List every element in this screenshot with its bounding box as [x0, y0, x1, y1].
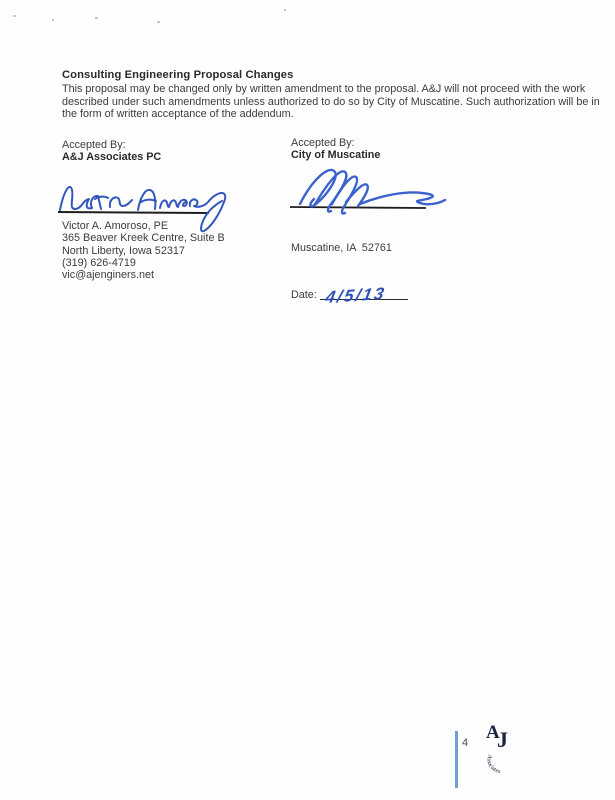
contact-block — [62, 220, 225, 281]
body-line: This proposal may be changed only by written amendment to the proposal. A&J will not proceed with the work — [62, 83, 586, 95]
logo-subtext: Associates — [485, 753, 501, 776]
contact-email: vic@ajenginers.net — [62, 269, 154, 282]
location-line: Muscatine, IA 52761 — [291, 242, 392, 254]
page-number: 4 — [462, 737, 469, 749]
scan-artifact — [284, 9, 286, 11]
contact-street: 365 Beaver Kreek Centre, Suite B — [62, 232, 225, 245]
party-name-city: City of Muscatine — [291, 149, 381, 162]
contact-phone: (319) 626-4719 — [62, 256, 136, 269]
handwritten-date: 4/5/13 — [323, 283, 388, 308]
date-underline — [320, 283, 408, 308]
body-line: described under such amendments unless authorized to do so by City of Muscatine. Such authorization will be in — [62, 95, 600, 108]
body-line: the form of written acceptance of the addendum. — [62, 108, 294, 121]
svg-text:Associates — [485, 754, 501, 776]
accepted-by-label: Accepted By: — [62, 139, 126, 151]
aj-associates-logo — [482, 722, 536, 778]
date-label: Date: — [291, 289, 317, 301]
contact-city: North Liberty, Iowa 52317 — [62, 244, 185, 257]
accepted-by-label: Accepted By: — [291, 137, 355, 149]
logo-subtext-arc — [482, 752, 528, 780]
footer-accent-bar — [455, 731, 458, 788]
scan-artifact — [52, 19, 54, 21]
body-paragraph — [62, 83, 600, 121]
scan-artifact — [95, 17, 98, 19]
date-row — [291, 283, 408, 308]
logo-letter-j: J — [497, 727, 508, 752]
accepted-by-left — [62, 139, 161, 164]
signature-line — [58, 212, 209, 213]
logo-letter-a: A — [486, 722, 500, 743]
contact-name: Victor A. Amoroso, PE — [62, 220, 169, 232]
signature-city-official — [284, 158, 469, 222]
section-title: Consulting Engineering Proposal Changes — [62, 69, 294, 81]
party-name-aj: A&J Associates PC — [62, 151, 162, 164]
scan-artifact — [157, 21, 160, 23]
scan-artifact — [13, 15, 16, 17]
